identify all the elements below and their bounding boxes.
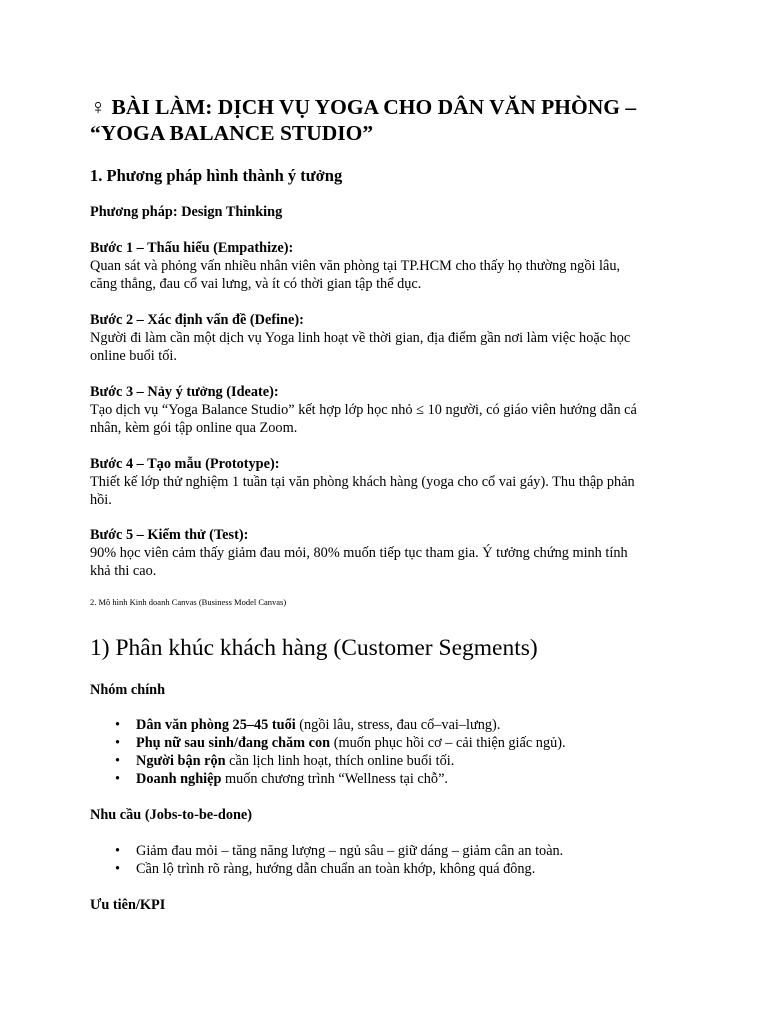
bullet-icon: • (115, 717, 121, 733)
list-item-text: Cần lộ trình rõ ràng, hướng dẫn chuẩn an toàn khớp, không quá đông. (136, 861, 536, 877)
step-4-title: Bước 4 – Tạo mẫu (Prototype): (90, 456, 280, 472)
list-item (90, 842, 730, 860)
step-3-line-1: Tạo dịch vụ “Yoga Balance Studio” kết hợp lớp học nhỏ ≤ 10 người, có giáo viên hướng dẫn cá (90, 402, 637, 418)
step-2-title: Bước 2 – Xác định vấn đề (Define): (90, 312, 304, 328)
list-item (90, 860, 730, 878)
list-item (90, 734, 730, 752)
step-5-line-1: 90% học viên cảm thấy giảm đau mỏi, 80% muốn tiếp tục tham gia. Ý tưởng chứng minh tính (90, 545, 628, 561)
needs-label: Nhu cầu (Jobs-to-be-done) (90, 807, 253, 823)
bullet-icon: • (115, 735, 121, 751)
list-item-bold: Người bận rộn (136, 753, 226, 769)
step-5-title: Bước 5 – Kiểm thử (Test): (90, 527, 249, 543)
step-1-title: Bước 1 – Thấu hiểu (Empathize): (90, 240, 294, 256)
document-title-text: BÀI LÀM: DỊCH VỤ YOGA CHO DÂN VĂN PHÒNG – “YOGA BALANCE STUDIO” (90, 95, 637, 145)
method-line: Phương pháp: Design Thinking (90, 204, 283, 220)
step-1-line-2: căng thẳng, đau cổ vai lưng, và ít có thời gian tập thể dục. (90, 276, 422, 292)
female-symbol-icon: ♀ (90, 95, 107, 119)
section-2-note: 2. Mô hình Kinh doanh Canvas (Business Model Canvas) (90, 597, 287, 607)
document-title (90, 94, 690, 146)
step-4-line-2: hồi. (90, 492, 112, 508)
list-item-bold: Phụ nữ sau sinh/đang chăm con (136, 735, 331, 751)
bullet-icon: • (115, 861, 121, 877)
section-1-heading: 1. Phương pháp hình thành ý tưởng (90, 166, 343, 185)
priority-label: Ưu tiên/KPI (90, 897, 166, 913)
list-item (90, 752, 730, 770)
step-1-line-1: Quan sát và phỏng vấn nhiều nhân viên văn phòng tại TP.HCM cho thấy họ thường ngồi lâu, (90, 258, 621, 274)
step-3-title: Bước 3 – Nảy ý tưởng (Ideate): (90, 384, 279, 400)
list-item (90, 770, 730, 788)
list-item-bold: Doanh nghiệp (136, 771, 222, 787)
step-5-line-2: khả thi cao. (90, 563, 157, 579)
main-group-label: Nhóm chính (90, 682, 166, 698)
list-item-text: cần lịch linh hoạt, thích online buổi tối. (225, 753, 455, 769)
needs-list (90, 842, 730, 878)
customer-segments-heading: 1) Phân khúc khách hàng (Customer Segments) (90, 635, 538, 661)
step-3-line-2: nhân, kèm gói tập online qua Zoom. (90, 420, 298, 436)
list-item-text: (ngồi lâu, stress, đau cổ–vai–lưng). (295, 717, 501, 733)
list-item-text: (muốn phục hồi cơ – cải thiện giấc ngủ). (330, 735, 566, 751)
step-2-line-1: Người đi làm cần một dịch vụ Yoga linh hoạt về thời gian, địa điểm gần nơi làm việc hoặc học (90, 330, 631, 346)
bullet-icon: • (115, 771, 121, 787)
step-2-line-2: online buổi tối. (90, 348, 177, 364)
step-4-line-1: Thiết kế lớp thử nghiệm 1 tuần tại văn phòng khách hàng (yoga cho cổ vai gáy). Thu thập phản (90, 474, 635, 490)
bullet-icon: • (115, 753, 121, 769)
list-item (90, 716, 730, 734)
list-item-text: muốn chương trình “Wellness tại chỗ”. (221, 771, 448, 787)
main-group-list (90, 716, 730, 788)
bullet-icon: • (115, 843, 121, 859)
list-item-text: Giảm đau mỏi – tăng năng lượng – ngủ sâu – giữ dáng – giảm cân an toàn. (136, 843, 564, 859)
list-item-bold: Dân văn phòng 25–45 tuổi (136, 717, 296, 733)
